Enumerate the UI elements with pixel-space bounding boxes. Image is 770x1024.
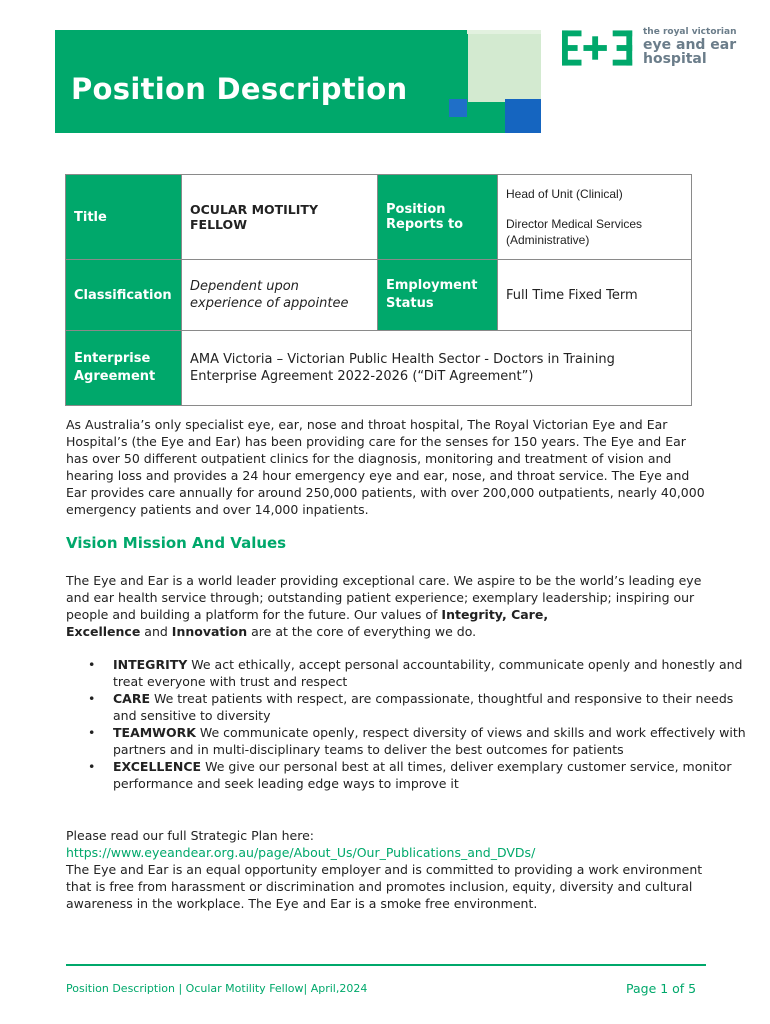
reports-value-2: Director Medical Services (Administrative) [506,216,643,247]
values-list [66,656,753,792]
reports-value-1: Head of Unit (Clinical) [506,186,623,201]
logo-line-3: hospital [643,51,707,67]
value-excellence: Excellence [66,624,141,639]
decor-small-blue-square [449,99,467,117]
list-item: • EXCELLENCE We give our personal best at all times, deliver exemplary customer service, monitor performance and seek leading edge ways to improve it [88,759,732,791]
page-number: Page 1 of 5 [626,981,697,996]
title-value: OCULAR MOTILITY FELLOW [182,175,378,260]
table-row [66,260,692,331]
list-item: • TEAMWORK We communicate openly, respect diversity of views and skills and work effectively with partners and in multi-disciplinary teams to deliver the best outcomes for patients [88,725,746,757]
strategic-plan-lead: Please read our full Strategic Plan here: [66,828,315,843]
position-info-table [65,174,692,406]
strategic-plan-link[interactable]: https://www.eyeandear.org.au/page/About_Us/Our_Publications_and_DVDs/ [66,845,536,860]
header-banner [55,30,541,133]
value-integrity-care: Integrity, Care, [441,607,549,622]
equal-opportunity-text: The Eye and Ear is an equal opportunity employer and is committed to providing a work environment that is free from harassment or discrimination and promotes inclusion, equity, diversity and cultural awareness in the workplace. The Eye and Ear is a smoke free environment. [66,862,703,911]
classification-value: Dependent upon experience of appointee [182,260,378,331]
agreement-value: AMA Victoria – Victorian Public Health Sector - Doctors in Training Enterprise Agreement 2022-2026 (“DiT Agreement”) [182,331,692,406]
hospital-logo-text [643,28,737,66]
reports-value [498,175,692,260]
strategic-plan-block [66,827,706,912]
decor-light-square [468,30,541,102]
section-heading-vision: Vision Mission And Values [66,534,287,552]
list-item: • CARE We treat patients with respect, are compassionate, thoughtful and responsive to their needs and sensitive to diversity [88,691,734,723]
logo-line-1: the royal victorian [643,27,737,37]
title-label: Title [66,175,182,260]
hospital-logo-mark [562,28,640,68]
classification-label: Classification [66,260,182,331]
decor-light-strip [467,30,541,34]
table-row [66,175,692,260]
reports-label: Position Reports to [378,175,498,260]
footer-divider [66,964,706,966]
decor-blue-square [505,99,541,133]
list-item: • INTEGRITY We act ethically, accept personal accountability, communicate openly and honestly and treat everyone with trust and respect [88,657,743,689]
intro-paragraph: As Australia’s only specialist eye, ear, nose and throat hospital, The Royal Victorian Eye and Ear Hospital’s (the Eye and Ear) has been providing care for the senses for 150 years. The Eye and Ear has over 50 different outpatient clinics for the diagnosis, monitoring and treatment of vision and hearing loss and provides a 24 hour emergency eye and ear, nose, and throat service. The Eye and Ear provides care annually for around 250,000 patients, with over 200,000 outpatients, nearly 40,000 emergency patients and over 14,000 inpatients. [66,417,705,517]
vision-paragraph: The Eye and Ear is a world leader providing exceptional care. We aspire to be the world’s leading eye and ear health service through; outstanding patient experience; exemplary leadership; inspiring our people and building a platform for the future. Our values of Integrity, Care, Excellence and Innovation are at the core of everything we do. [66,573,702,639]
page-title: Position Description [71,72,408,106]
employment-label: Employment Status [378,260,498,331]
logo-line-2: eye and ear [643,37,737,53]
employment-value: Full Time Fixed Term [498,260,692,331]
footer-doc-info: Position Description | Ocular Motility Fellow| April,2024 [66,982,368,995]
table-row [66,331,692,406]
value-innovation: Innovation [171,624,248,639]
agreement-label: Enterprise Agreement [66,331,182,406]
